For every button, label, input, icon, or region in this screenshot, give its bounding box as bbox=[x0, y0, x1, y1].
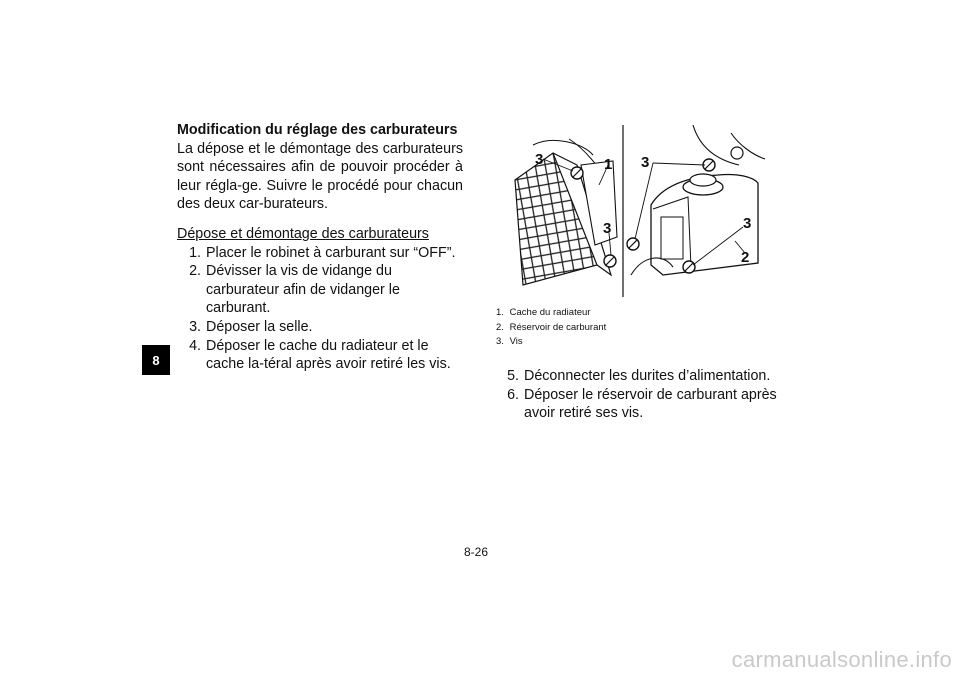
step-number: 5. bbox=[507, 368, 519, 384]
step-text: Déposer le cache du radiateur et le cache la-téral après avoir retiré les vis. bbox=[206, 337, 451, 373]
legend-item bbox=[496, 335, 606, 350]
step-item bbox=[177, 262, 463, 318]
chapter-number: 8 bbox=[152, 352, 160, 368]
figure-legend bbox=[496, 306, 606, 350]
legend-text: Réservoir de carburant bbox=[509, 321, 607, 333]
callout-label: 1 bbox=[604, 156, 613, 173]
callout-label: 2 bbox=[741, 249, 750, 266]
callout-label: 3 bbox=[641, 154, 650, 171]
step-number: 3. bbox=[189, 318, 201, 335]
step-item bbox=[495, 367, 795, 386]
step-item bbox=[177, 318, 463, 337]
step-text: Dévisser la vis de vidange du carburateur afin de vidanger le carburant. bbox=[206, 263, 400, 317]
left-column bbox=[177, 121, 463, 374]
step-number: 1. bbox=[189, 244, 201, 261]
steps-list-left bbox=[177, 244, 463, 374]
step-item bbox=[177, 337, 463, 374]
step-item bbox=[495, 386, 795, 423]
right-column bbox=[495, 367, 795, 423]
step-number: 6. bbox=[507, 386, 519, 403]
callout-label: 3 bbox=[603, 220, 612, 237]
section-title: Modification du réglage des carburateurs bbox=[177, 122, 458, 138]
step-number: 2. bbox=[189, 263, 201, 280]
radiator-fuel-tank-illustration bbox=[513, 125, 768, 297]
callout-label: 3 bbox=[535, 151, 544, 168]
legend-item bbox=[496, 321, 606, 336]
legend-number: 3. bbox=[496, 336, 504, 347]
legend-number: 1. bbox=[496, 307, 504, 318]
legend-text: Cache du radiateur bbox=[509, 307, 591, 318]
legend-number: 2. bbox=[496, 321, 504, 333]
subheading: Dépose et démontage des carburateurs bbox=[177, 225, 429, 242]
legend-item bbox=[496, 306, 606, 321]
watermark: carmanualsonline.info bbox=[731, 647, 952, 672]
step-text: Placer le robinet à carburant sur “OFF”. bbox=[206, 244, 456, 261]
legend-text: Vis bbox=[509, 336, 523, 347]
steps-list-right bbox=[495, 367, 795, 423]
step-item bbox=[177, 244, 463, 263]
step-text: Déposer le réservoir de carburant après avoir retiré ses vis. bbox=[524, 386, 777, 422]
chapter-tab bbox=[142, 345, 170, 375]
step-text: Déposer la selle. bbox=[206, 318, 313, 335]
callout-label: 3 bbox=[743, 215, 752, 232]
step-text: Déconnecter les durites d’alimentation. bbox=[524, 368, 771, 384]
step-number: 4. bbox=[189, 337, 201, 354]
intro-paragraph: La dépose et le démontage des carburateurs sont nécessaires afin de pouvoir procéder à leur régla-ge. Suivre le procédé pour chacun des deux car-burateurs. bbox=[177, 140, 463, 213]
page-number: 8-26 bbox=[464, 545, 489, 559]
